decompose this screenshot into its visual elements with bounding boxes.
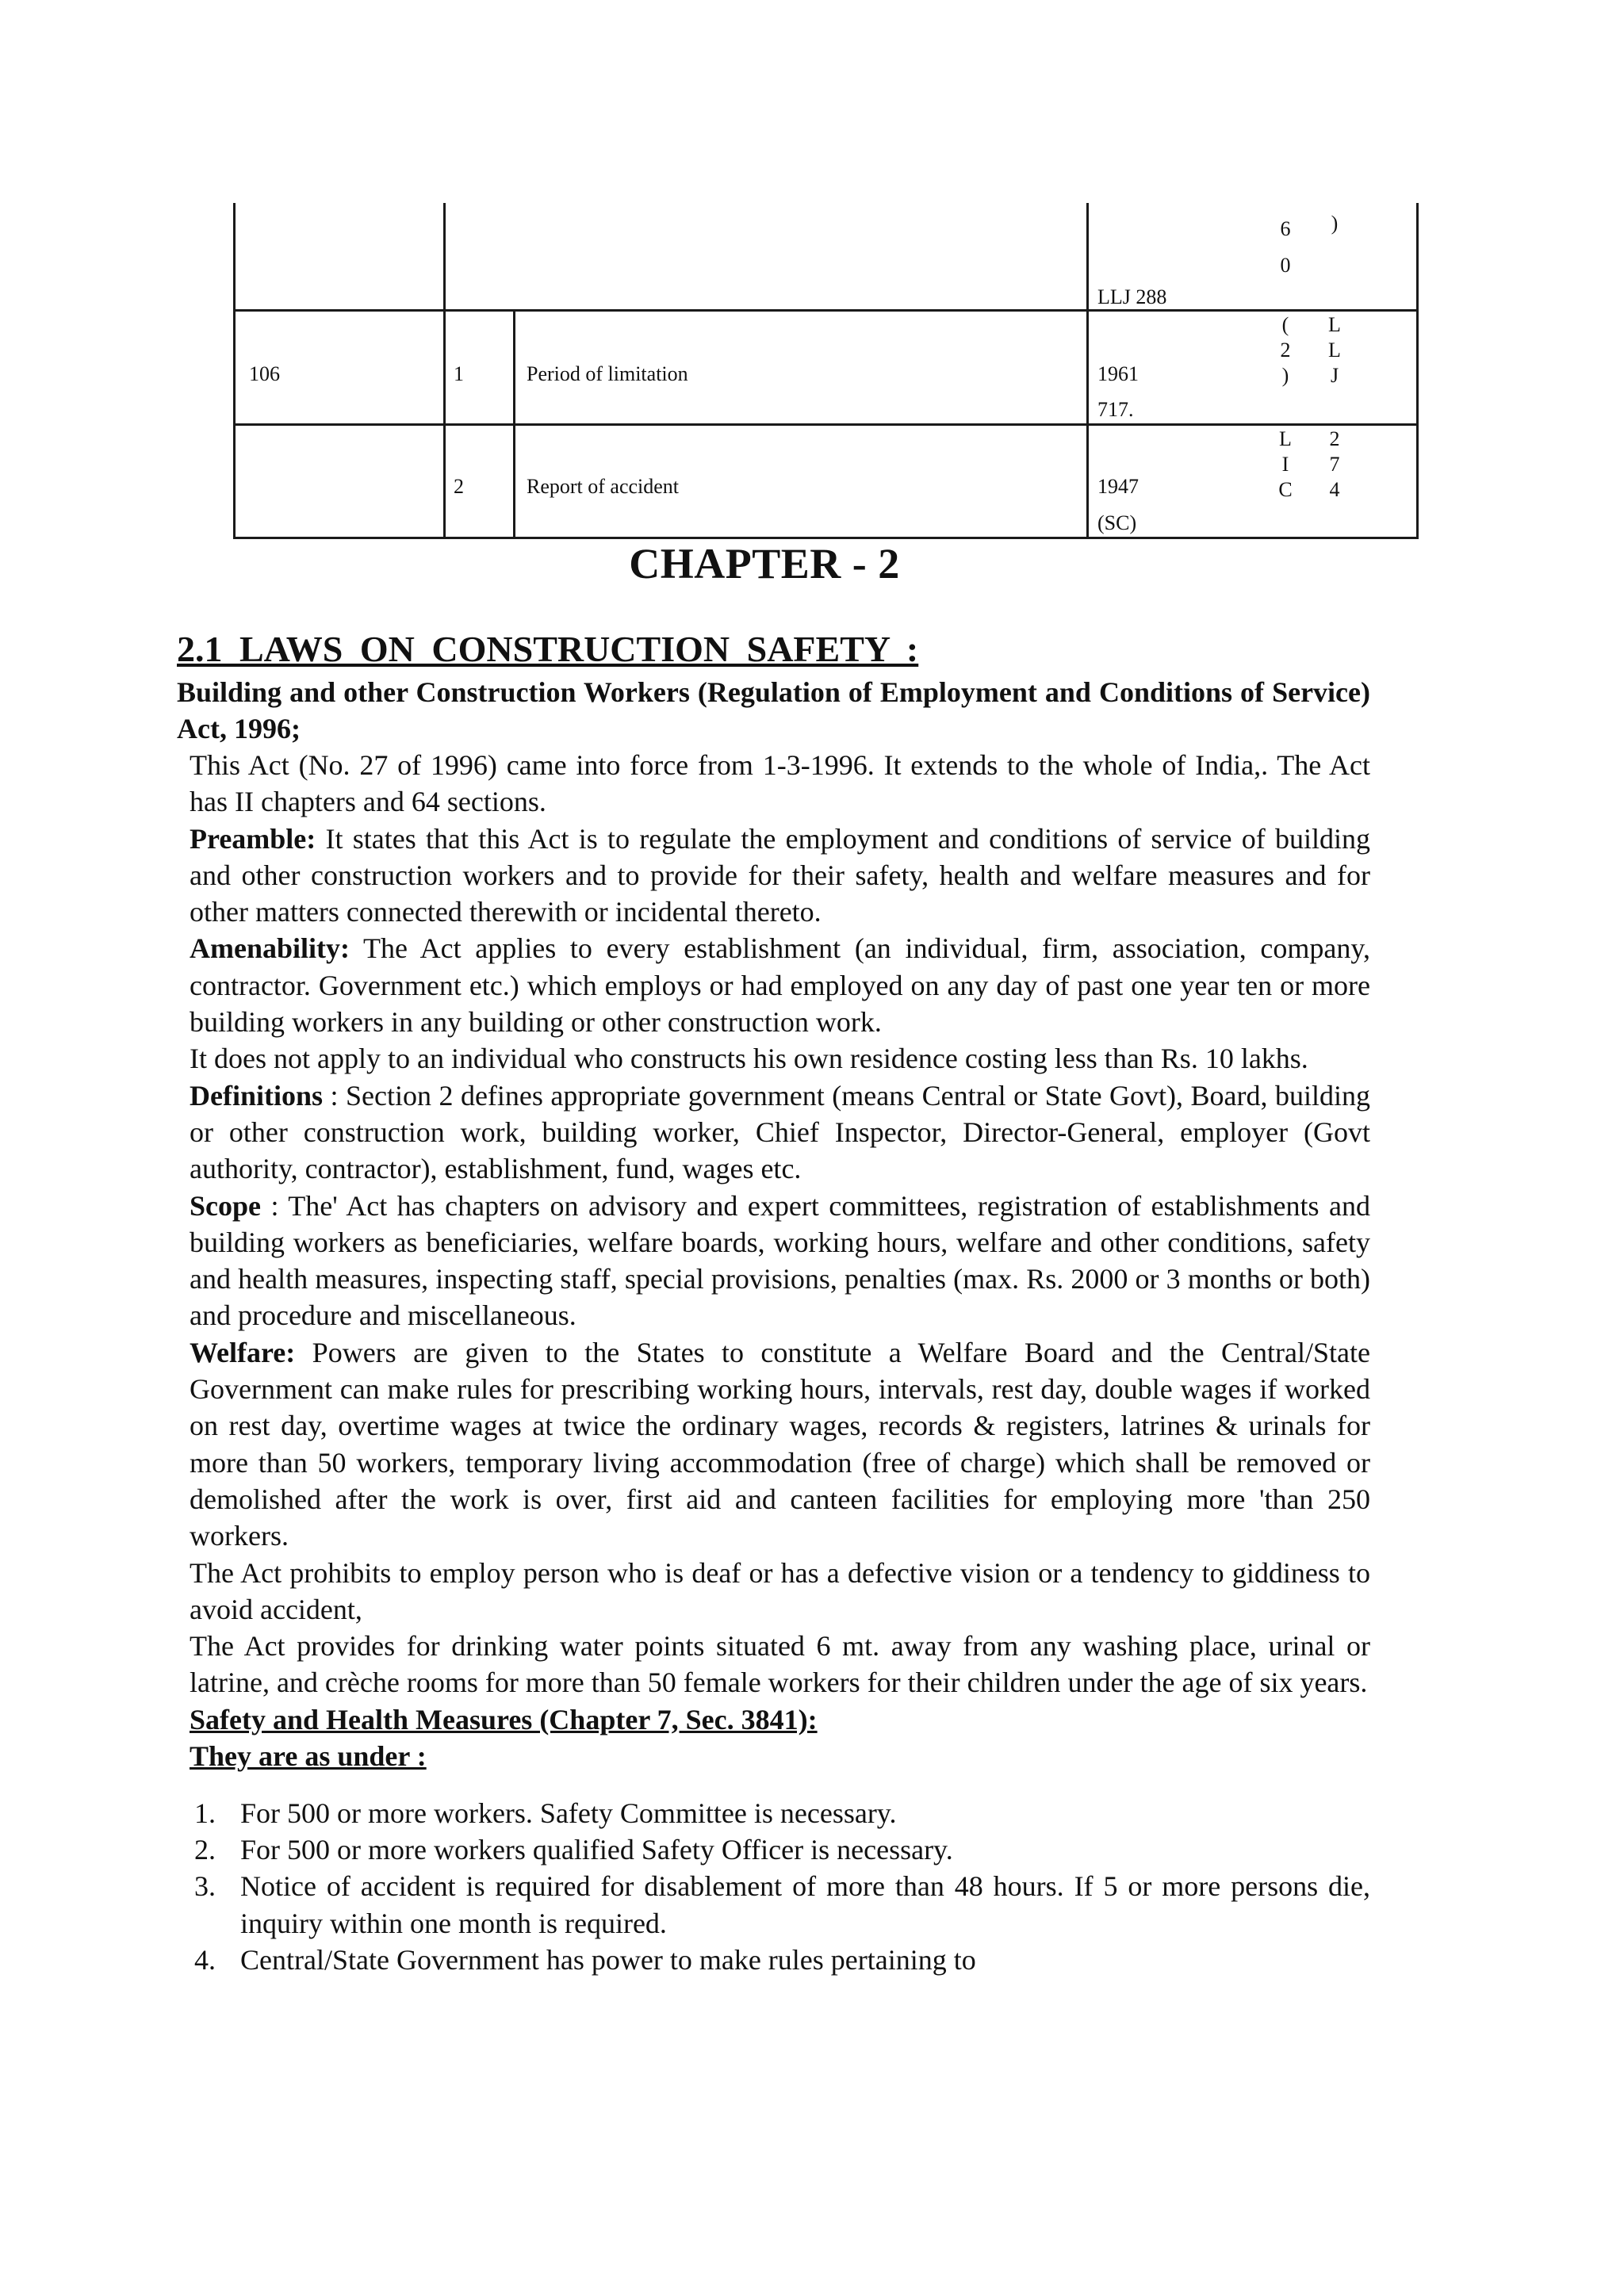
safety-heading: Safety and Health Measures (Chapter 7, Sec. 3841): — [190, 1703, 818, 1735]
citation-char: C — [1278, 478, 1293, 501]
paragraph-label: Welfare: — [190, 1336, 296, 1368]
act-intro: This Act (No. 27 of 1996) came into force from 1-3-1996. It extends to the whole of India,. The Act has II chapters and 64 sections. — [190, 749, 1370, 818]
list-item — [194, 1868, 1370, 1942]
paragraph-label: Scope — [190, 1189, 261, 1222]
citation-char: 0 — [1280, 254, 1291, 277]
paragraph-text: Powers are given to the States to constitute a Welfare Board and the Central/State Government can make rules for prescribing working hours, intervals, rest day, double wages if worked on rest day, overtime wages at twice the ordinary wages, records & registers, latrines & urinals for more than 50 workers, temporary living accommodation (free of charge) which shall be removed or demolished after the work is over, first aid and canteen facilities for employing more 'than 250 workers. — [190, 1336, 1370, 1552]
citation-vertical-text — [1276, 427, 1295, 503]
list-number: 3. — [194, 1870, 216, 1903]
paragraph-text: The Act prohibits to employ person who is deaf or has a defective vision or a tendency to giddiness to avoid accident, — [190, 1556, 1370, 1625]
paragraph-text: It does not apply to an individual who constructs his own residence costing less than Rs. 10 lakhs. — [190, 1043, 1308, 1075]
list-text: Central/State Government has power to make rules pertaining to — [240, 1943, 976, 1976]
case-law-table — [233, 203, 1419, 539]
citation-char: 6 — [1280, 217, 1291, 240]
citation-char: J — [1330, 364, 1339, 387]
act-title: Building and other Construction Workers (Regulation of Employment and Conditions of Service) Act, 1996; — [177, 676, 1370, 744]
paragraph-text: It states that this Act is to regulate the employment and conditions of service of building and other construction workers and to provide for their safety, health and welfare measures and for other matters connected therewith or incidental thereto. — [190, 822, 1370, 928]
citation-char: ( — [1281, 313, 1289, 336]
case-year: 1961 — [1097, 362, 1139, 385]
citation-char: L — [1279, 427, 1292, 450]
paragraph-text: The Act applies to every establishment (an individual, firm, association, company, contractor. Government etc.) which employs or had employed on any day of past one year ten or more building workers in any building or other construction work. — [190, 932, 1370, 1039]
safety-measures-list — [177, 1795, 1370, 1978]
paragraph-text: The Act provides for drinking water points situated 6 mt. away from any washing place, urinal or latrine, and crèche rooms for more than 50 female workers for their children under the age of six years. — [190, 1630, 1370, 1699]
citation-char: L — [1328, 313, 1341, 336]
citation-vertical-text — [1276, 312, 1295, 388]
paragraph-text: : Section 2 defines appropriate government (means Central or State Govt), Board, building or other construction work, building worker, Chief Inspector, Director-General, employer (Govt authority, contractor), establishment, fund, wages etc. — [190, 1079, 1370, 1185]
citation-vertical-text — [1325, 211, 1344, 236]
list-text: Notice of accident is required for disablement of more than 48 hours. If 5 or more persons die, inquiry within one month is required. — [240, 1870, 1370, 1939]
subsection-number: 1 — [454, 362, 464, 385]
list-text: For 500 or more workers. Safety Committee is necessary. — [240, 1797, 897, 1829]
list-number: 2. — [194, 1834, 216, 1866]
list-number: 1. — [194, 1797, 216, 1829]
citation-char: L — [1328, 339, 1341, 362]
list-item — [194, 1831, 1370, 1868]
definitions-paragraph — [177, 1077, 1370, 1188]
citation-char: 4 — [1329, 478, 1340, 501]
chapter-title — [0, 539, 1624, 588]
case-citation-tail: 717. — [1097, 398, 1134, 421]
citation-char: 7 — [1329, 453, 1340, 476]
paragraph-label: Preamble: — [190, 822, 316, 855]
amenability-paragraph — [177, 930, 1370, 1040]
scope-paragraph — [177, 1188, 1370, 1334]
drinking-water-paragraph — [177, 1628, 1370, 1701]
welfare-paragraph — [177, 1334, 1370, 1555]
citation-char: ) — [1331, 212, 1339, 235]
citation-vertical-text — [1325, 312, 1344, 388]
safety-subheading: They are as under : — [190, 1739, 427, 1772]
list-number: 4. — [194, 1943, 216, 1976]
chapter-content — [177, 626, 1370, 1978]
list-item — [194, 1942, 1370, 1978]
case-citation-tail: LLJ 288 — [1097, 285, 1167, 308]
paragraph-label: Amenability: — [190, 932, 350, 965]
citation-char: 2 — [1329, 427, 1340, 450]
case-citation-tail: (SC) — [1097, 511, 1137, 534]
section-number: 106 — [249, 362, 280, 385]
list-item — [194, 1795, 1370, 1831]
section-heading: 2.1 LAWS ON CONSTRUCTION SAFETY : — [177, 629, 919, 669]
subsection-number: 2 — [454, 475, 464, 498]
citation-vertical-text — [1276, 211, 1295, 284]
case-year: 1947 — [1097, 475, 1139, 498]
subject-cell: Period of limitation — [527, 362, 688, 385]
preamble-paragraph — [177, 821, 1370, 931]
subject-cell: Report of accident — [527, 475, 680, 498]
paragraph-text: : The' Act has chapters on advisory and expert committees, registration of establishments and building workers as beneficiaries, welfare boards, working hours, welfare and other conditions, safety and health measures, inspecting staff, special provisions, penalties (max. Rs. 2000 or 3 months or both) and procedure and miscellaneous. — [190, 1189, 1370, 1332]
exemption-paragraph — [177, 1040, 1370, 1077]
citation-char: ) — [1281, 364, 1289, 387]
prohibition-paragraph — [177, 1555, 1370, 1628]
paragraph-label: Definitions — [190, 1079, 324, 1112]
citation-char: 2 — [1280, 339, 1291, 362]
citation-vertical-text — [1325, 427, 1344, 503]
citation-char: I — [1281, 453, 1289, 476]
list-text: For 500 or more workers qualified Safety Officer is necessary. — [240, 1834, 953, 1866]
chapter-title-text: CHAPTER - 2 — [629, 540, 900, 587]
